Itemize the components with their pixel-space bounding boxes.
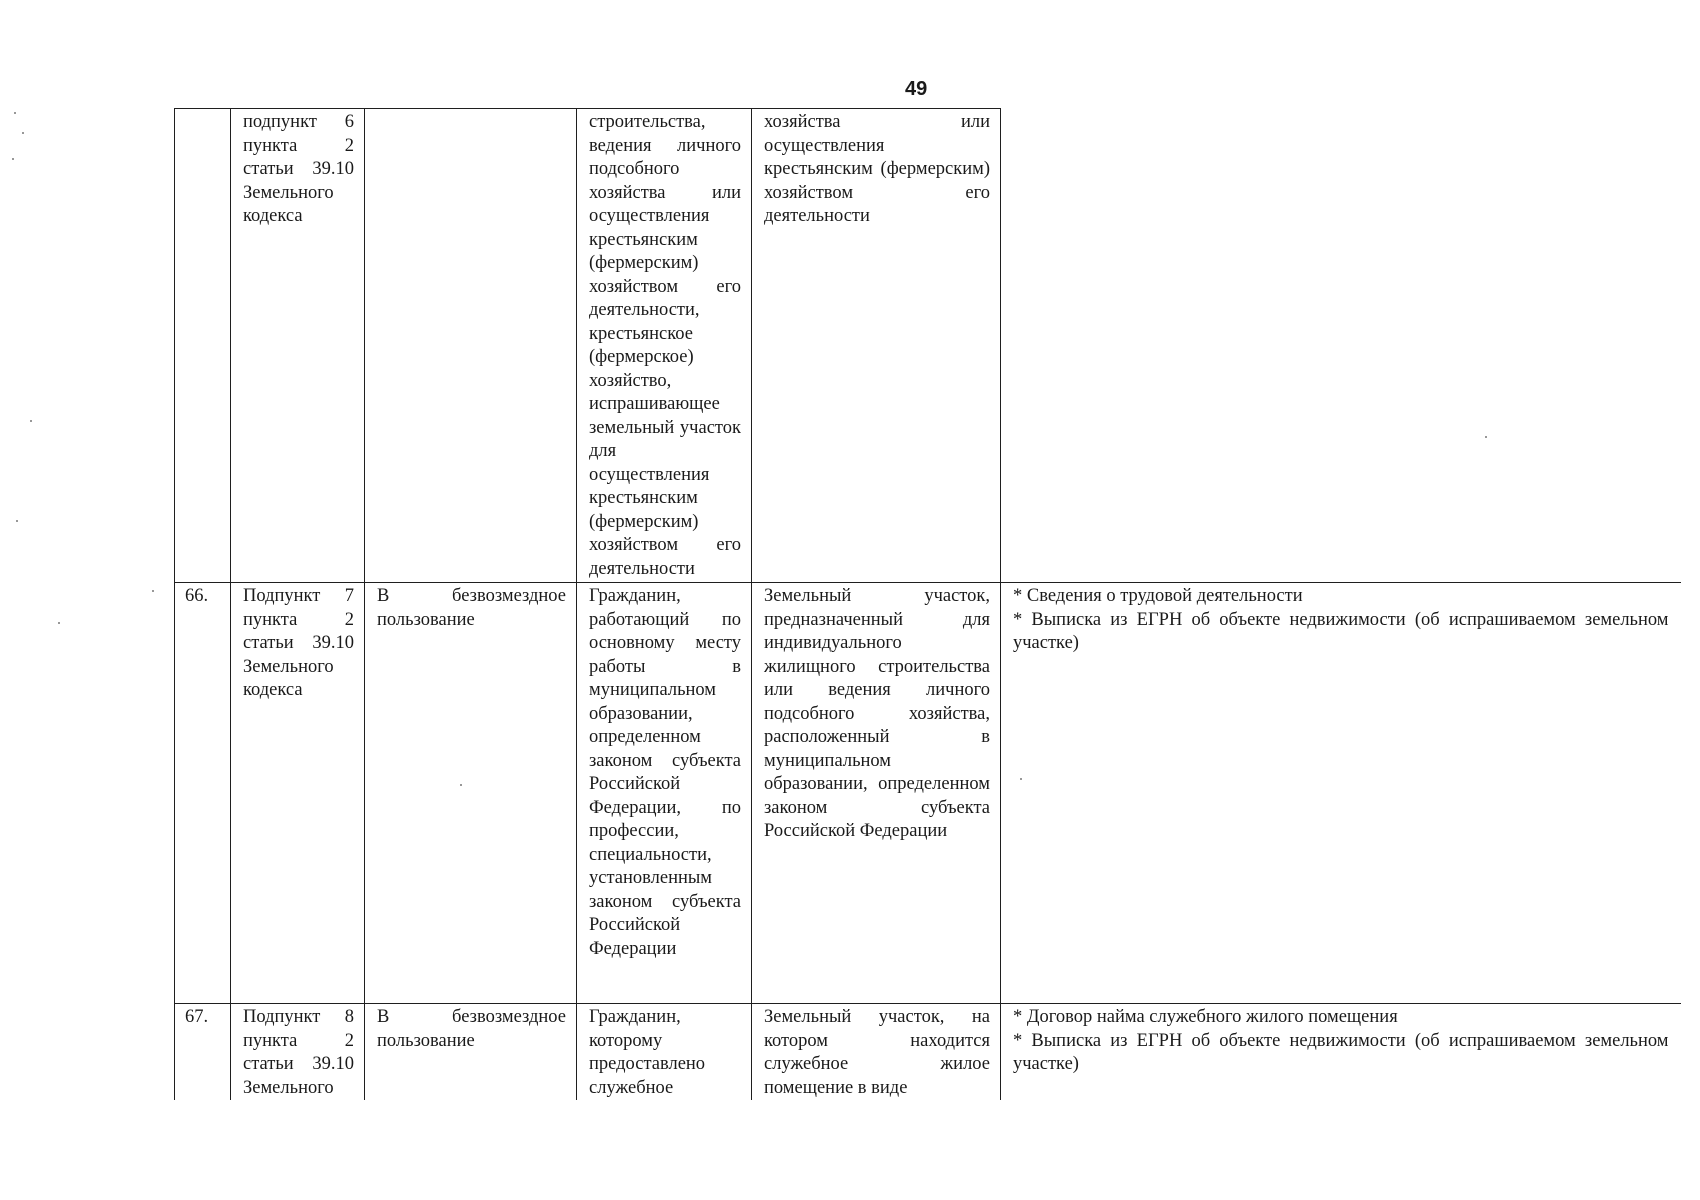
right-type-cell bbox=[365, 109, 577, 583]
applicant-cell: строительства, ведения личного подсобного хозяйства или осуществления крестьянским (фермерским) хозяйством его деятельности, крестьянское (фермерское) хозяйство, испрашивающее земельный участок для осуществления крестьянским (фермерским) хозяйством его деятельности bbox=[577, 109, 752, 583]
document-item: * Сведения о трудовой деятельности bbox=[1013, 586, 1303, 606]
legal-basis-cell: подпункт 6 пункта 2 статьи 39.10 Земельного кодекса bbox=[231, 109, 365, 583]
table-row bbox=[175, 1004, 1681, 1101]
documents-cell bbox=[1001, 583, 1681, 1004]
row-number bbox=[175, 109, 231, 583]
scan-speck bbox=[14, 112, 16, 114]
page-number: 49 bbox=[905, 78, 928, 100]
document-table bbox=[174, 108, 1681, 1100]
scan-speck bbox=[22, 132, 24, 134]
legal-basis-cell: Подпункт 7 пункта 2 статьи 39.10 Земельного кодекса bbox=[231, 583, 365, 1004]
scan-speck bbox=[12, 158, 14, 160]
scan-speck bbox=[16, 520, 18, 522]
right-type-cell: В безвозмездное пользование bbox=[365, 583, 577, 1004]
right-type-cell: В безвозмездное пользование bbox=[365, 1004, 577, 1101]
scan-speck bbox=[460, 784, 462, 786]
applicant-cell: Гражданин, которому предоставлено служебное bbox=[577, 1004, 752, 1101]
table-row bbox=[175, 109, 1681, 583]
documents-cell bbox=[1001, 1004, 1681, 1101]
documents-cell bbox=[1001, 109, 1681, 583]
document-item: * Выписка из ЕГРН об объекте недвижимости (об испрашиваемом земельном участке) bbox=[1013, 1030, 1669, 1074]
scan-speck bbox=[58, 622, 60, 624]
scan-speck bbox=[1020, 778, 1022, 780]
land-plot-cell: хозяйства или осуществления крестьянским (фермерским) хозяйством его деятельности bbox=[752, 109, 1001, 583]
document-item: * Выписка из ЕГРН об объекте недвижимости (об испрашиваемом земельном участке) bbox=[1013, 609, 1669, 653]
row-number: 67. bbox=[175, 1004, 231, 1101]
land-plot-cell: Земельный участок, предназначенный для индивидуального жилищного строительства или ведения личного подсобного хозяйства, расположенный в муниципальном образовании, определенном законом субъекта Российской Федерации bbox=[752, 583, 1001, 1004]
legal-basis-cell: Подпункт 8 пункта 2 статьи 39.10 Земельного bbox=[231, 1004, 365, 1101]
row-number: 66. bbox=[175, 583, 231, 1004]
table-row bbox=[175, 583, 1681, 1004]
applicant-cell: Гражданин, работающий по основному месту работы в муниципальном образовании, определенном законом субъекта Российской Федерации, по профессии, специальности, установленным законом субъекта Российской Федерации bbox=[577, 583, 752, 1004]
scan-speck bbox=[30, 420, 32, 422]
land-plot-cell: Земельный участок, на котором находится служебное жилое помещение в виде bbox=[752, 1004, 1001, 1101]
scan-speck bbox=[152, 590, 154, 592]
document-item: * Договор найма служебного жилого помещения bbox=[1013, 1007, 1398, 1027]
scan-speck bbox=[1485, 436, 1487, 438]
